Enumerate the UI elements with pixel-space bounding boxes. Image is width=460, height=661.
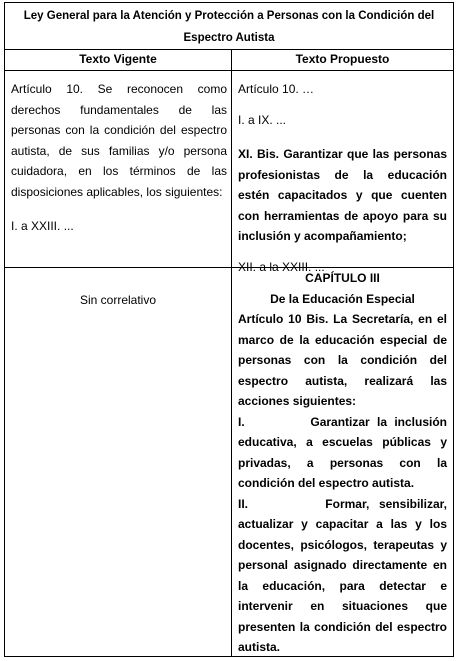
texto-propuesto-cell — [232, 71, 453, 274]
table-title: Ley General para la Atención y Protección a Personas con la Condición del Espectro Autista — [23, 10, 435, 44]
fraction-i: I. Garantizar la inclusión educativa, a escuelas públicas y privadas, a personas con la condición del espectro autista. — [238, 414, 451, 490]
texto-propuesto-cell — [232, 268, 453, 656]
header-row — [5, 49, 453, 70]
article-10-current-text: Artículo 10. Se reconocen como derechos fundamentales de las personas con la condición del espectro autista, de sus familias y/o persona cuidadora, en los términos de las disposiciones aplicables, los siguientes: — [11, 82, 227, 199]
fraction-ii: II. Formar, sensibilizar, actualizar y capacitar a las y los docentes, psicólogos, terapeutas y personal asignado directamente en la educación, para detectar e intervenir en situaciones que presenten la condición del espectro autista. — [238, 496, 451, 654]
texto-vigente-cell — [5, 71, 232, 267]
chapter-title: De la Educación Especial — [270, 291, 415, 306]
chapter-iii-row — [5, 267, 453, 656]
texto-vigente-cell — [5, 268, 232, 656]
fraction-xi-bis: XI. Bis. Garantizar que las personas profesionistas de la educación estén capacitados y que cuenten con herramientas de apoyo para su inclusión y acompañamiento; — [238, 147, 447, 243]
column-header-texto-propuesto: Texto Propuesto — [295, 52, 390, 66]
article-10-bis-text: Artículo 10 Bis. La Secretaría, en el marco de la educación especial de personas con la condición del espectro autista, realizará las acciones siguientes: — [238, 312, 447, 408]
sin-correlativo-text: Sin correlativo — [79, 293, 157, 307]
title-row — [5, 3, 453, 49]
comparison-table — [4, 2, 454, 657]
proposed-fraction-range-2: XII. a la XXIII. ... — [238, 259, 325, 274]
current-fraction-range: I. a XXIII. ... — [11, 219, 74, 233]
article-10-row — [5, 70, 453, 274]
proposed-fraction-range-1: I. a IX. ... — [238, 112, 287, 127]
article-10-proposed-heading: Artículo 10. … — [238, 82, 315, 96]
chapter-heading: CAPÍTULO III — [305, 271, 380, 285]
column-header-texto-vigente: Texto Vigente — [5, 50, 232, 70]
